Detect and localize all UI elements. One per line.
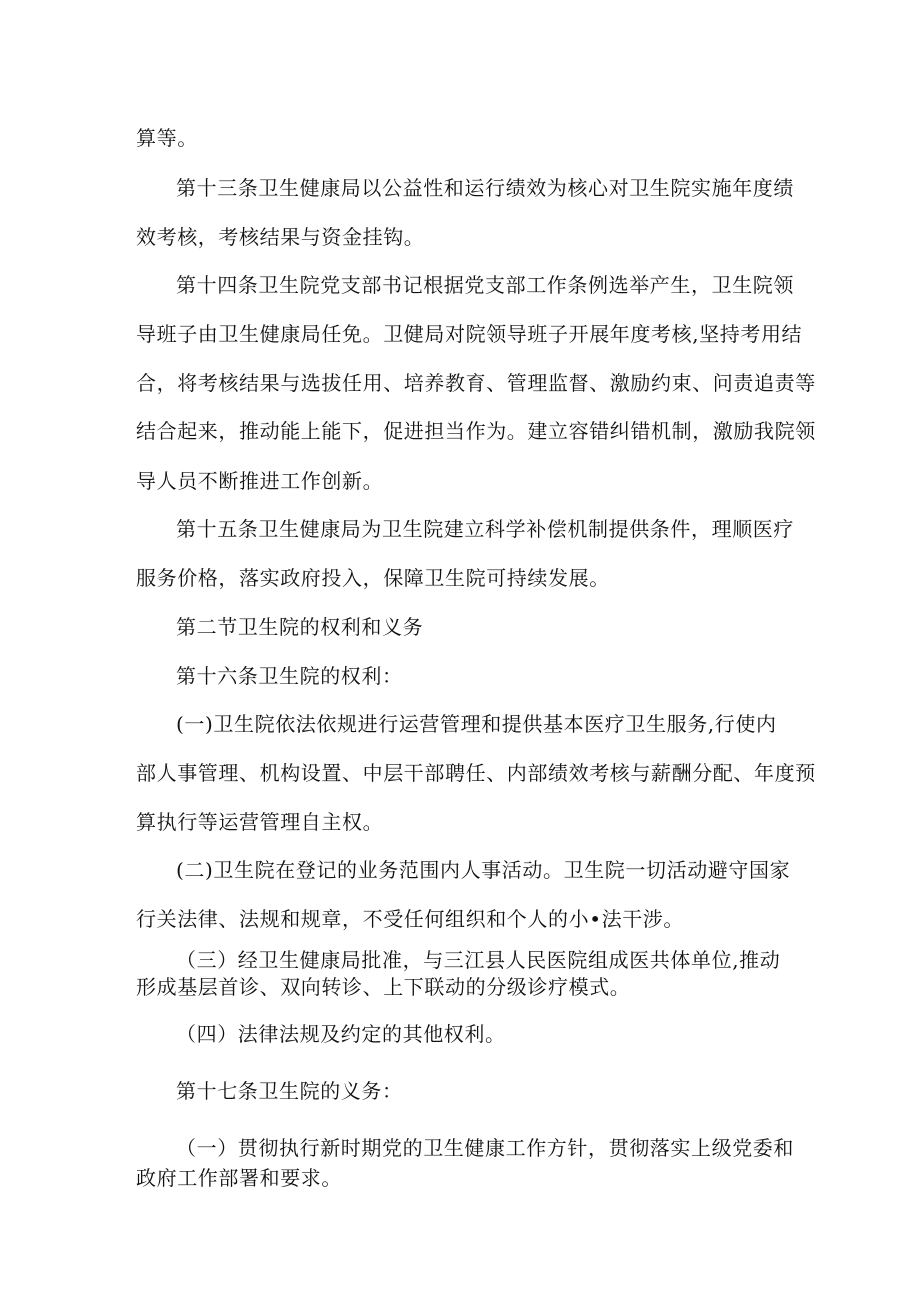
section-heading: 第二节卫生院的权利和义务 (176, 615, 424, 639)
text-line: 导人员不断推进工作创新。 (136, 469, 384, 493)
text-line: 合，将考核结果与选拔任用、培养教育、管理监督、激励约束、问责追责等 (136, 371, 816, 395)
text-line: （一）贯彻执行新时期党的卫生健康工作方针，贯彻落实上级党委和 (176, 1136, 794, 1160)
text-line: 算等。 (136, 126, 198, 150)
text-line: 结合起来，推动能上能下，促进担当作为。建立容错纠错机制，激励我院领 (136, 419, 816, 443)
text-line: (一)卫生院依法依规进行运营管理和提供基本医疗卫生服务,行使内 (176, 712, 777, 736)
text-line: 部人事管理、机构设置、中层干部聘任、内部绩效考核与薪酬分配、年度预 (136, 761, 816, 785)
text-line: 服务价格，落实政府投入，保障卫生院可持续发展。 (136, 566, 610, 590)
text-line: 形成基层首诊、双向转诊、上下联动的分级诊疗模式。 (136, 975, 631, 999)
text-line: (二)卫生院在登记的业务范围内人事活动。卫生院一切活动避守国家 (176, 858, 791, 882)
text-line: 算执行等运营管理自主权。 (136, 810, 384, 834)
text-line: （三）经卫生健康局批准，与三江县人民医院组成医共体单位,推动 (176, 948, 781, 972)
text-line: 第十七条卫生院的义务： (176, 1079, 403, 1103)
text-line: 导班子由卫生健康局任免。卫健局对院领导班子开展年度考核,坚持考用结 (136, 322, 803, 346)
text-line: 第十三条卫生健康局以公益性和运行绩效为核心对卫生院实施年度绩 (176, 176, 794, 200)
text-line: （四）法律法规及约定的其他权利。 (176, 1022, 506, 1046)
text-line: 效考核，考核结果与资金挂钩。 (136, 225, 425, 249)
text-line: 第十四条卫生院党支部书记根据党支部工作条例选举产生，卫生院领 (176, 273, 794, 297)
text-line: 行关法律、法规和规章，不受任何组织和个人的小•法干涉。 (136, 907, 684, 931)
text-line: 第十六条卫生院的权利： (176, 664, 403, 688)
text-line: 政府工作部署和要求。 (136, 1166, 342, 1190)
text-line: 第十五条卫生健康局为卫生院建立科学补偿机制提供条件，理顺医疗 (176, 517, 794, 541)
